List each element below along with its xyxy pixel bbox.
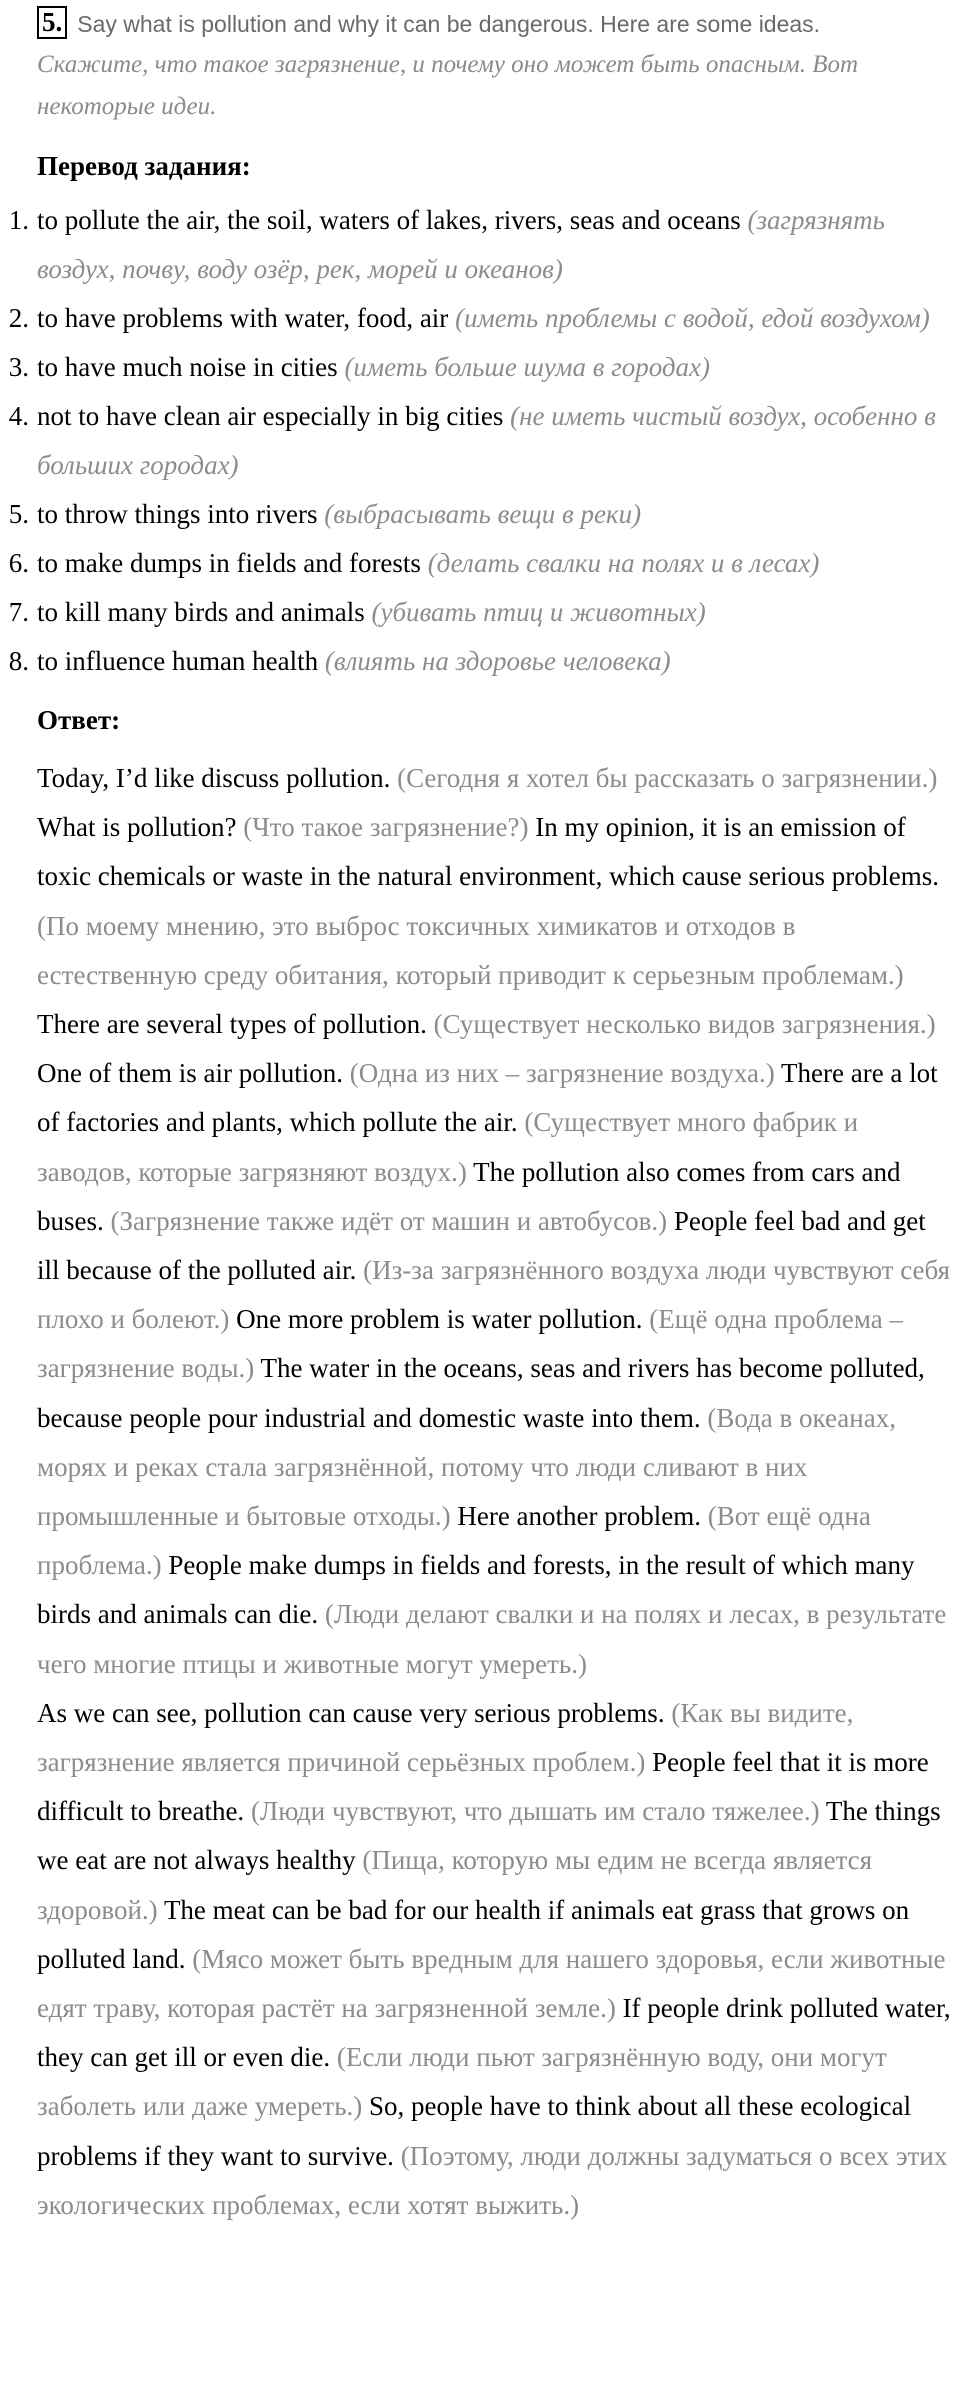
item-text-ru: (выбрасывать вещи в реки) — [324, 499, 642, 529]
item-number: 4. — [8, 401, 29, 431]
answer-sentence-ru: (Люди делают свалки и на полях и лесах, в результате чего многие птицы и животные могут умереть.) — [37, 1599, 947, 1679]
item-number: 2. — [8, 303, 29, 333]
item-text-en: to make dumps in fields and forests — [37, 548, 421, 578]
list-item — [8, 294, 953, 343]
answer-sentence-ru: (Загрязнение также идёт от машин и автобусов.) — [110, 1205, 668, 1236]
item-text-en: to throw things into rivers — [37, 499, 318, 529]
task-title-en: Say what is pollution and why it can be dangerous. Here are some ideas. — [77, 11, 821, 37]
item-text-ru: (не иметь чистый воздух, особенно в больших городах) — [37, 401, 936, 480]
item-text-en: to have problems with water, food, air — [37, 303, 449, 333]
answer-sentence-en: One of them is air pollution. — [37, 1058, 343, 1089]
answer-sentence-ru: (Вот ещё одна проблема.) — [37, 1501, 871, 1581]
list-item — [8, 196, 953, 294]
item-text-ru: (убивать птиц и животных) — [371, 597, 706, 627]
answer-sentence-en: The things we eat are not always healthy — [37, 1796, 941, 1876]
answer-sentence-en: The water in the oceans, seas and rivers has become polluted, because people pour industrial and domestic waste into them. — [37, 1353, 925, 1433]
answer-sentence-ru: (Ещё одна проблема – загрязнение воды.) — [37, 1304, 904, 1384]
answer-sentence-en: People feel that it is more difficult to breathe. — [37, 1747, 929, 1827]
answer-sentence-ru: (Пища, которую мы едим не всегда является здоровой.) — [37, 1845, 873, 1925]
answer-paragraph-1 — [37, 754, 953, 1689]
item-number: 1. — [8, 205, 29, 235]
answer-sentence-ru: (Из-за загрязнённого воздуха люди чувствуют себя плохо и болеют.) — [37, 1255, 950, 1335]
task-number: 5. — [37, 6, 67, 39]
answer-sentence-en: What is pollution? — [37, 812, 237, 843]
answer-sentence-en: In my opinion, it is an emission of toxic chemicals or waste in the natural environment, which cause serious problems. — [37, 812, 939, 892]
answer-sentence-en: One more problem is water pollution. — [236, 1304, 643, 1335]
ideas-list — [8, 196, 953, 686]
task-title-ru: Скажите, что такое загрязнение, и почему оно может быть опасным. Вот некоторые идеи. — [37, 51, 859, 120]
answer-sentence-en: The pollution also comes from cars and buses. — [37, 1156, 901, 1236]
answer-sentence-en: Here another problem. — [457, 1501, 701, 1532]
item-text-en: to kill many birds and animals — [37, 597, 365, 627]
item-text-ru: (иметь проблемы с водой, едой воздухом) — [455, 303, 930, 333]
item-number: 8. — [8, 646, 29, 676]
list-item — [8, 637, 953, 686]
answer-sentence-ru: (Если люди пьют загрязнённую воду, они могут заболеть или даже умереть.) — [37, 2042, 887, 2122]
list-item — [8, 343, 953, 392]
answer-sentence-ru: (Люди чувствуют, что дышать им стало тяжелее.) — [250, 1796, 820, 1827]
item-number: 5. — [8, 499, 29, 529]
item-text-ru: (делать свалки на полях и в лесах) — [427, 548, 820, 578]
item-text-ru: (влиять на здоровье человека) — [324, 646, 671, 676]
answer-sentence-ru: (Существует несколько видов загрязнения.) — [433, 1009, 936, 1040]
item-text-en: to have much noise in cities — [37, 352, 338, 382]
item-number: 6. — [8, 548, 29, 578]
answer-sentence-ru: (Существует много фабрик и заводов, которые загрязняют воздух.) — [37, 1107, 859, 1187]
answer-sentence-en: As we can see, pollution can cause very serious problems. — [37, 1697, 665, 1728]
answer-sentence-en: The meat can be bad for our health if animals eat grass that grows on polluted land. — [37, 1894, 910, 1974]
answer-sentence-en: There are several types of pollution. — [37, 1009, 427, 1040]
item-number: 3. — [8, 352, 29, 382]
item-number: 7. — [8, 597, 29, 627]
answer-heading: Ответ: — [37, 705, 121, 735]
task-header — [37, 6, 953, 42]
answer-sentence-en: So, people have to think about all these ecological problems if they want to survive. — [37, 2091, 912, 2171]
item-text-ru: (загрязнять воздух, почву, воду озёр, рек, морей и океанов) — [37, 205, 885, 284]
answer-sentence-ru: (По моему мнению, это выброс токсичных химикатов и отходов в естественную среду обитания, который приводит к серьезным проблемам.) — [37, 910, 904, 990]
item-text-en: to influence human health — [37, 646, 319, 676]
answer-sentence-ru: (Что такое загрязнение?) — [243, 812, 529, 843]
list-item — [8, 490, 953, 539]
list-item — [8, 588, 953, 637]
translation-heading: Перевод задания: — [37, 151, 251, 181]
item-text-en: to pollute the air, the soil, waters of lakes, rivers, seas and oceans — [37, 205, 741, 235]
list-item — [8, 392, 953, 490]
answer-sentence-en: People make dumps in fields and forests, in the result of which many birds and animals can die. — [37, 1550, 915, 1630]
answer-sentence-en: Today, I’d like discuss pollution. — [37, 763, 391, 793]
answer-sentence-en: People feel bad and get ill because of the polluted air. — [37, 1205, 926, 1286]
answer-sentence-ru: (Сегодня я хотел бы рассказать о загрязнении.) — [397, 763, 938, 793]
answer-sentence-ru: (Поэтому, люди должны задуматься о всех этих экологических проблемах, если хотят выжить.) — [37, 2140, 948, 2220]
list-item — [8, 539, 953, 588]
answer-sentence-ru: (Как вы видите, загрязнение является причиной серьёзных проблем.) — [37, 1697, 854, 1778]
item-text-ru: (иметь больше шума в городах) — [344, 352, 711, 382]
document-page — [8, 6, 953, 2230]
answer-sentence-en: If people drink polluted water, they can get ill or even die. — [37, 1993, 951, 2073]
answer-sentence-ru: (Мясо может быть вредным для нашего здоровья, если животные едят траву, которая растёт на загрязненной земле.) — [37, 1943, 946, 2024]
item-text-en: not to have clean air especially in big cities — [37, 401, 504, 431]
answer-sentence-ru: (Вода в океанах, морях и реках стала загрязнённой, потому что люди сливают в них промышленные и бытовые отходы.) — [37, 1402, 896, 1532]
answer-sentence-en: There are a lot of factories and plants, which pollute the air. — [37, 1058, 938, 1138]
answer-sentence-ru: (Одна из них – загрязнение воздуха.) — [349, 1058, 775, 1089]
answer-paragraph-2 — [37, 1689, 953, 2230]
